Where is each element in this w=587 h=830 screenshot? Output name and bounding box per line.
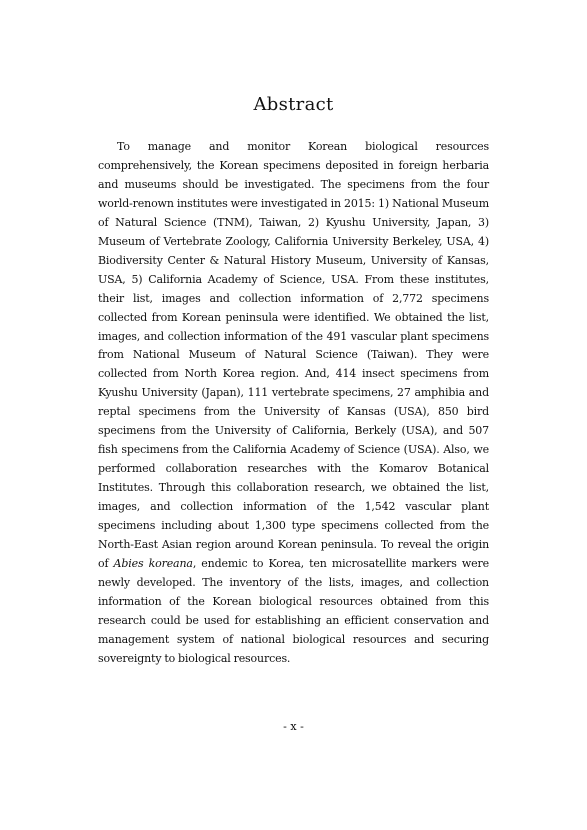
page-title: Abstract [253, 94, 334, 115]
species-name: Abies koreana [113, 556, 193, 570]
abstract-text-part1: To manage and monitor Korean biological resources comprehensively, the Korean specimens deposited in foreign herbaria and museums should be investigated. The specimens from the four world-renown institutes were investigated in 2015: 1) National Museum of Natural Science (TNM), Taiwan, 2) Kyushu University, Japan, 3) Museum of Vertebrate Zoology, California University Berkeley, USA, 4) Biodiversity Center & Natural History Museum, University of Kansas, USA, 5) California Academy of Science, USA. From these institutes, their list, images and collection information of 2,772 specimens collected from Korean peninsula were identified. We obtained the list, images, and collection information of the 491 vascular plant specimens from National Museum of Natural Science (Taiwan). They were collected from North Korea region. And, 414 insect specimens from Kyushu University (Japan), 111 vertebrate specimens, 27 amphibia and reptal specimens from the University of Kansas (USA), 850 bird specimens from the University of California, Berkely (USA), and 507 fish specimens from the California Academy of Science (USA). Also, we performed collaboration researches with the Komarov Botanical Institutes. Through this collaboration research, we obtained the list, images, and collection information of the 1,542 vascular plant specimens including about 1,300 type specimens collected from the North-East Asian region around Korean peninsula. To reveal the origin of [98, 140, 489, 570]
abstract-text-part2: , endemic to Korea, ten microsatellite markers were newly developed. The inventory of the lists, images, and collection information of the Korean biological resources obtained from this research could be used for establishing an efficient conservation and management system of national biological resources and securing sovereignty to biological resources. [98, 556, 490, 665]
page-number: - x - [283, 720, 304, 733]
abstract-paragraph [98, 138, 489, 669]
